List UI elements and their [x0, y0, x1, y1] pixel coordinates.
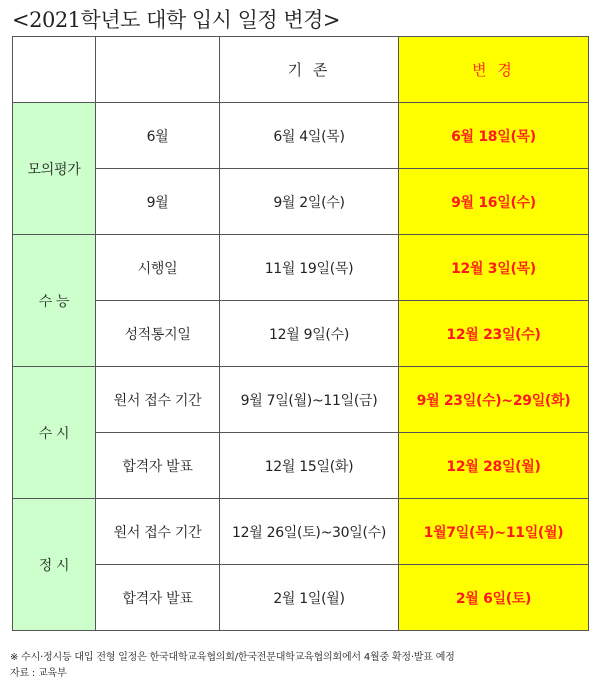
original-date-cell: 9월 7일(월)~11일(금)	[220, 367, 399, 433]
schedule-table	[12, 36, 589, 631]
changed-date-cell: 2월 6일(토)	[399, 565, 589, 631]
table-row	[13, 235, 589, 301]
table-row	[13, 103, 589, 169]
changed-date-cell: 12월 28일(월)	[399, 433, 589, 499]
header-original: 기 존	[220, 37, 399, 103]
item-cell: 원서 접수 기간	[96, 499, 220, 565]
footnote-text: ※ 수시·정시등 대입 전형 일정은 한국대학교육협의회/한국전문대학교육협의회에서 4월중 확정·발표 예정	[10, 652, 455, 663]
changed-date-cell: 1월7일(목)~11일(월)	[399, 499, 589, 565]
category-cell: 모의평가	[13, 103, 96, 235]
header-corner-cell	[13, 37, 96, 103]
changed-date-cell: 9월 16일(수)	[399, 169, 589, 235]
header-item-cell	[96, 37, 220, 103]
changed-date-cell: 12월 23일(수)	[399, 301, 589, 367]
item-cell: 합격자 발표	[96, 433, 220, 499]
table-row	[13, 367, 589, 433]
changed-date-cell: 12월 3일(목)	[399, 235, 589, 301]
item-cell: 시행일	[96, 235, 220, 301]
table-row	[13, 301, 589, 367]
table-row	[13, 169, 589, 235]
item-cell: 합격자 발표	[96, 565, 220, 631]
category-cell: 정 시	[13, 499, 96, 631]
original-date-cell: 12월 9일(수)	[220, 301, 399, 367]
footnote	[10, 650, 455, 682]
table-row	[13, 433, 589, 499]
table-row	[13, 565, 589, 631]
original-date-cell: 9월 2일(수)	[220, 169, 399, 235]
original-date-cell: 12월 15일(화)	[220, 433, 399, 499]
header-row	[13, 37, 589, 103]
original-date-cell: 11월 19일(목)	[220, 235, 399, 301]
item-cell: 원서 접수 기간	[96, 367, 220, 433]
original-date-cell: 12월 26일(토)~30일(수)	[220, 499, 399, 565]
source-text: 자료 : 교육부	[10, 668, 67, 679]
header-changed: 변 경	[399, 37, 589, 103]
item-cell: 6월	[96, 103, 220, 169]
changed-date-cell: 6월 18일(목)	[399, 103, 589, 169]
category-cell: 수 능	[13, 235, 96, 367]
changed-date-cell: 9월 23일(수)~29일(화)	[399, 367, 589, 433]
page-title: <2021학년도 대학 입시 일정 변경>	[12, 8, 340, 32]
item-cell: 성적통지일	[96, 301, 220, 367]
category-cell: 수 시	[13, 367, 96, 499]
original-date-cell: 2월 1일(월)	[220, 565, 399, 631]
item-cell: 9월	[96, 169, 220, 235]
original-date-cell: 6월 4일(목)	[220, 103, 399, 169]
table-row	[13, 499, 589, 565]
